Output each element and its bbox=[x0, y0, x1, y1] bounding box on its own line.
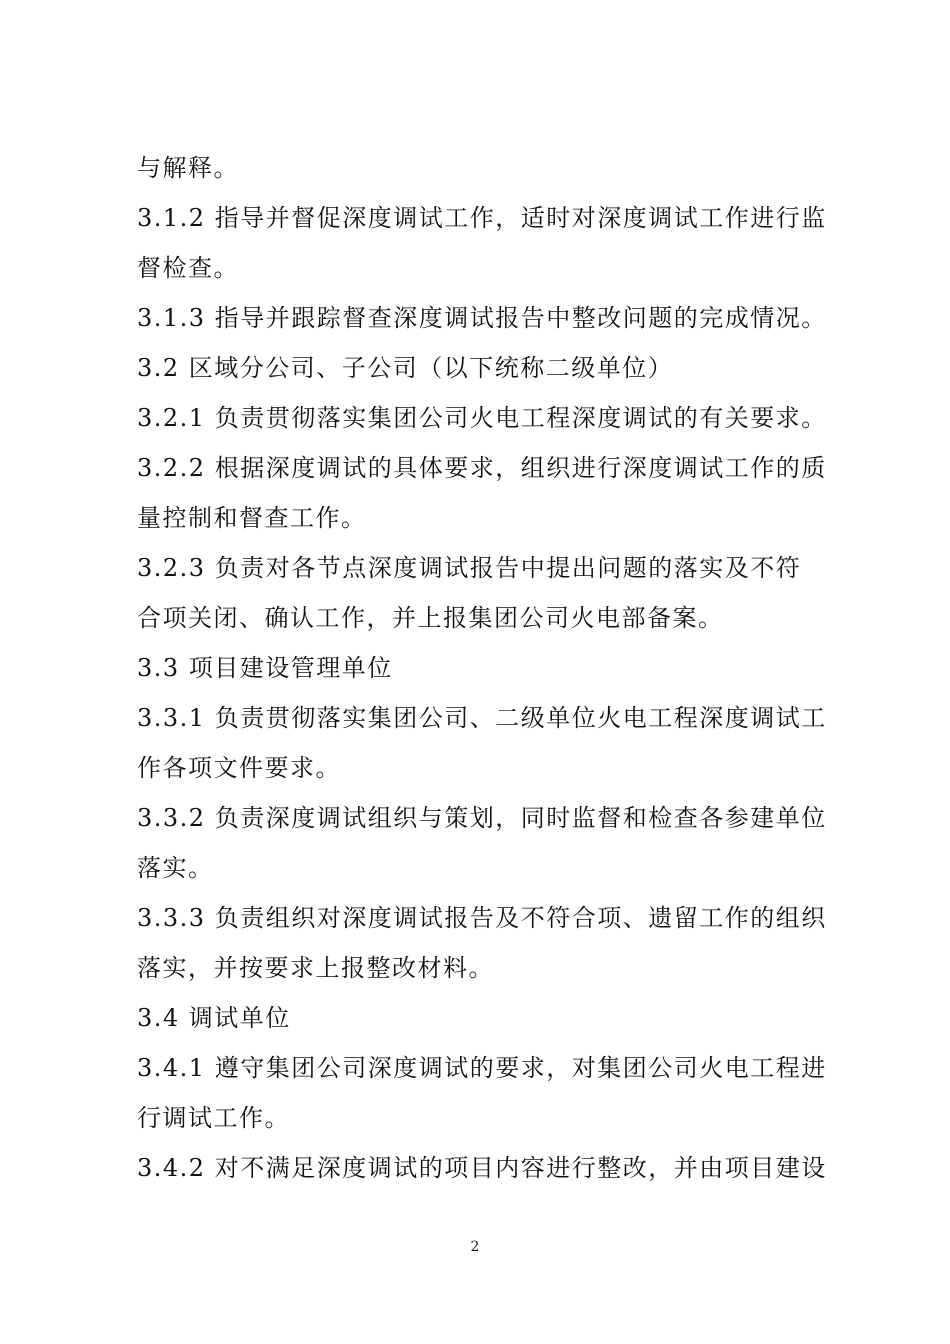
text-line: 3.4.1 遵守集团公司深度调试的要求，对集团公司火电工程进 bbox=[137, 1054, 827, 1082]
text-line: 督检查。 bbox=[137, 254, 239, 282]
text-line: 3.2.2 根据深度调试的具体要求，组织进行深度调试工作的质 bbox=[137, 454, 827, 482]
section-heading: 3.2 区域分公司、子公司（以下统称二级单位） bbox=[137, 354, 674, 382]
text-line: 行调试工作。 bbox=[137, 1104, 290, 1132]
text-line: 3.4.2 对不满足深度调试的项目内容进行整改，并由项目建设 bbox=[137, 1154, 827, 1182]
text-line: 量控制和督查工作。 bbox=[137, 504, 367, 532]
text-line: 3.1.2 指导并督促深度调试工作，适时对深度调试工作进行监 bbox=[137, 204, 827, 232]
text-line: 3.2.1 负责贯彻落实集团公司火电工程深度调试的有关要求。 bbox=[137, 404, 827, 432]
text-line: 合项关闭、确认工作，并上报集团公司火电部备案。 bbox=[137, 604, 724, 632]
text-line: 落实，并按要求上报整改材料。 bbox=[137, 954, 494, 982]
section-heading: 3.4 调试单位 bbox=[137, 1004, 291, 1032]
page-number: 2 bbox=[470, 1239, 480, 1255]
text-line: 3.3.3 负责组织对深度调试报告及不符合项、遗留工作的组织 bbox=[137, 904, 827, 932]
section-heading: 3.3 项目建设管理单位 bbox=[137, 654, 393, 682]
text-line: 落实。 bbox=[137, 854, 214, 882]
text-line: 3.1.3 指导并跟踪督查深度调试报告中整改问题的完成情况。 bbox=[137, 304, 827, 332]
text-line: 作各项文件要求。 bbox=[137, 754, 341, 782]
text-line: 3.3.2 负责深度调试组织与策划，同时监督和检查各参建单位 bbox=[137, 804, 827, 832]
text-line: 3.2.3 负责对各节点深度调试报告中提出问题的落实及不符 bbox=[137, 554, 802, 582]
text-line: 与解释。 bbox=[137, 154, 239, 182]
text-line: 3.3.1 负责贯彻落实集团公司、二级单位火电工程深度调试工 bbox=[137, 704, 827, 732]
